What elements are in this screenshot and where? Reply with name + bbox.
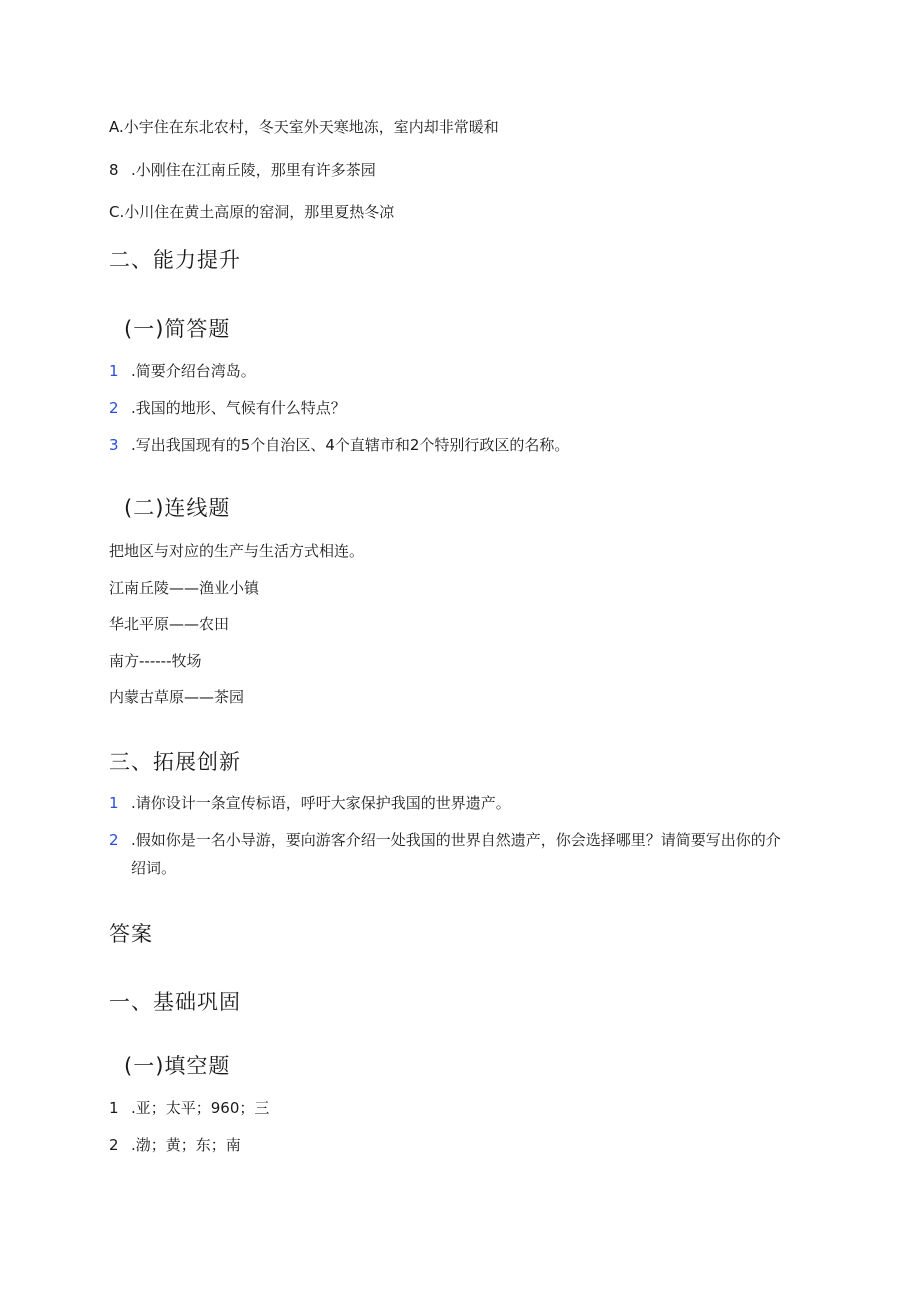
answers-section-1-heading: 一、基础巩固 xyxy=(109,990,241,1014)
short-answer-item xyxy=(109,361,256,381)
item-text: .假如你是一名小导游，要向游客介绍一处我国的世界自然遗产，你会选择哪里？请简要写出你的介 xyxy=(131,831,781,849)
section-3-heading: 三、拓展创新 xyxy=(109,750,241,774)
short-answer-item xyxy=(109,398,346,418)
answer-item xyxy=(109,1135,241,1155)
fill-blank-heading: (一)填空题 xyxy=(124,1054,231,1078)
item-number: 1 xyxy=(109,362,119,380)
item-text-continuation: 绍词。 xyxy=(131,859,177,877)
item-number: 2 xyxy=(109,399,119,417)
option-a: A.小宇住在东北农村，冬天室外天寒地冻，室内却非常暖和 xyxy=(109,118,499,136)
matching-heading: (二)连线题 xyxy=(124,496,231,520)
option-b-number: 8 xyxy=(109,161,119,179)
matching-pair: 华北平原——农田 xyxy=(109,615,230,633)
item-number: 2 xyxy=(109,831,119,849)
answer-item xyxy=(109,1098,269,1118)
option-c: C.小川住在黄土高原的窑洞，那里夏热冬凉 xyxy=(109,203,395,221)
item-text: .渤；黄；东；南 xyxy=(131,1136,241,1154)
item-number: 1 xyxy=(109,794,119,812)
answers-heading: 答案 xyxy=(109,922,153,946)
matching-instruction: 把地区与对应的生产与生活方式相连。 xyxy=(109,542,365,560)
short-answer-item xyxy=(109,435,569,455)
option-b-text: .小刚住在江南丘陵，那里有许多茶园 xyxy=(131,161,376,179)
option-b xyxy=(109,160,376,180)
extension-item xyxy=(109,793,511,813)
item-text: .亚；太平；960；三 xyxy=(131,1099,270,1117)
item-text: .请你设计一条宣传标语，呼吁大家保护我国的世界遗产。 xyxy=(131,794,511,812)
item-number: 2 xyxy=(109,1136,119,1154)
short-answer-heading: (一)简答题 xyxy=(124,317,231,341)
item-text: .我国的地形、气候有什么特点？ xyxy=(131,399,346,417)
matching-pair: 江南丘陵——渔业小镇 xyxy=(109,579,260,597)
item-number: 3 xyxy=(109,436,119,454)
item-text: .写出我国现有的5个自治区、4个直辖市和2个特别行政区的名称。 xyxy=(131,436,570,454)
item-number: 1 xyxy=(109,1099,119,1117)
matching-pair: 南方------牧场 xyxy=(109,652,202,670)
extension-item xyxy=(109,826,809,882)
item-text: .简要介绍台湾岛。 xyxy=(131,362,256,380)
matching-pair: 内蒙古草原——茶园 xyxy=(109,688,245,706)
section-2-heading: 二、能力提升 xyxy=(109,248,241,272)
